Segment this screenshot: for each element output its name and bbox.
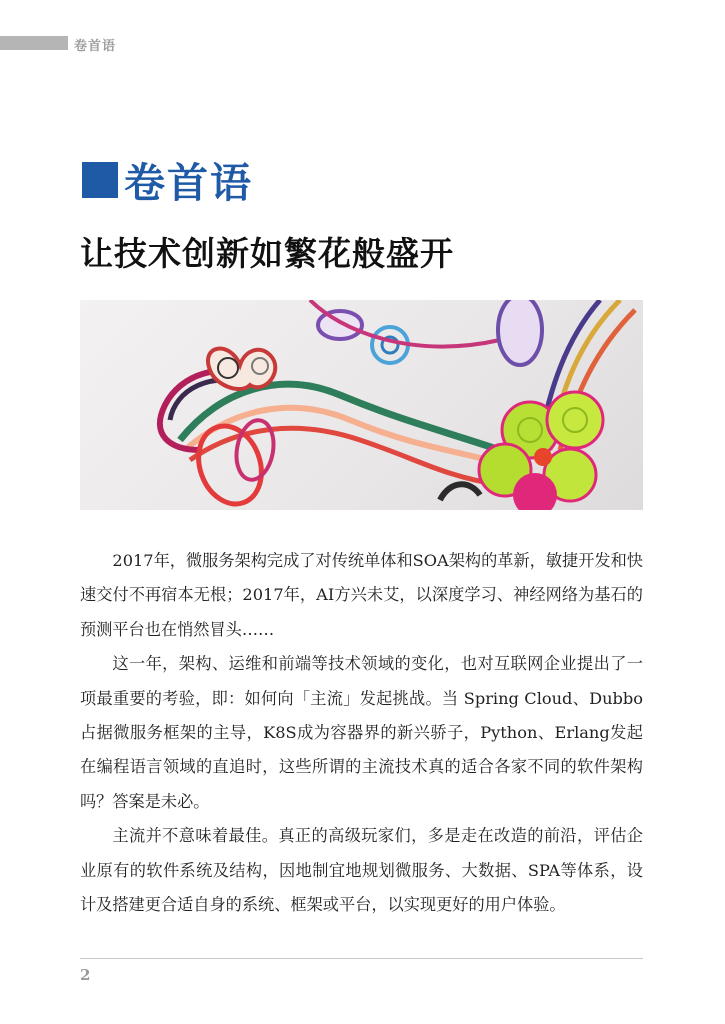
header-bar	[0, 36, 68, 50]
running-header: 卷首语	[74, 39, 117, 54]
section-heading	[82, 150, 253, 209]
quilling-illustration	[80, 300, 643, 510]
section-title: 卷首语	[124, 159, 253, 207]
paragraph-3: 主流并不意味着最佳。真正的高级玩家们，多是走在改造的前沿，评估企业原有的软件系统及结构，因地制宜地规划微服务、大数据、SPA等体系，设计及搭建更合适自身的系统、框架或平台，以实现更好的用户体验。	[80, 826, 643, 915]
paragraph-2: 这一年，架构、运维和前端等技术领域的变化，也对互联网企业提出了一项最重要的考验，即：如何向「主流」发起挑战。当 Spring Cloud、Dubbo占据微服务框架的主导，K8S成为容器界的新兴骄子，Python、Erlang发起在编程语言领域的直追时，这些所谓的主流技术真的适合各家不同的软件架构吗？答案是未必。	[80, 654, 643, 811]
hero-image	[80, 300, 643, 510]
section-square-marker	[82, 162, 118, 198]
paragraph-1: 2017年，微服务架构完成了对传统单体和SOA架构的革新，敏捷开发和快速交付不再宿本无根；2017年，AI方兴未艾，以深度学习、神经网络为基石的预测平台也在悄然冒头……	[80, 551, 643, 639]
footer-divider	[80, 958, 643, 959]
article-body	[80, 544, 643, 922]
page-number: 2	[80, 966, 91, 984]
article-title: 让技术创新如繁花般盛开	[80, 234, 454, 273]
